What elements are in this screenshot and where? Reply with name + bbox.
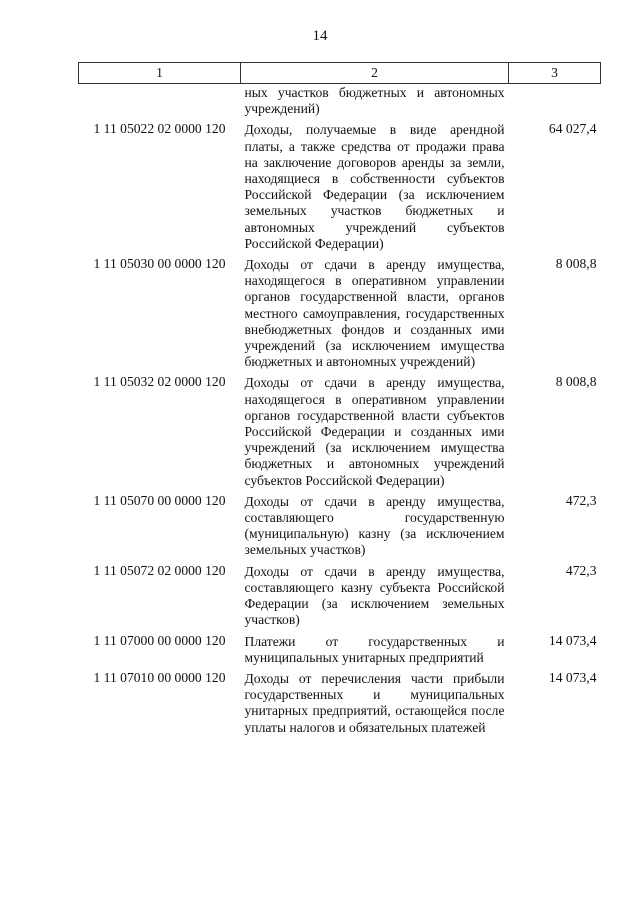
table-row	[79, 374, 601, 492]
revenue-table	[78, 62, 601, 740]
row-description: Доходы от сдачи в аренду имущества, находящегося в оперативном управлении органов государственной власти, органов местного самоуправления, государственных внебюджетных фондов и созданных ими учреждений (за исключением имущества бюджетных и автономных учреждений)	[244, 257, 505, 370]
row-description: ных участков бюджетных и автономных учреждений)	[244, 85, 505, 117]
row-code	[79, 84, 241, 122]
row-description: Доходы от сдачи в аренду имущества, составляющего государственную (муниципальную) казну (за исключением земельных участков)	[244, 493, 505, 558]
table-row	[79, 121, 601, 256]
row-amount: 472,3	[565, 492, 597, 508]
row-code: 1 11 07010 00 0000 120	[93, 669, 226, 685]
row-amount: 8 008,8	[555, 256, 597, 272]
table-row	[79, 633, 601, 670]
row-code: 1 11 05022 02 0000 120	[93, 121, 226, 137]
row-code: 1 11 05072 02 0000 120	[93, 562, 226, 578]
row-description: Доходы, получаемые в виде арендной платы, а также средства от продажи права на заключение договоров аренды за земли, находящиеся в собственности субъектов Российской Федерации (за исключением земельных участков бюджетных и автономных учреждений субъектов Российской Федерации)	[244, 122, 505, 251]
row-code: 1 11 05030 00 0000 120	[93, 256, 226, 272]
row-amount: 14 073,4	[548, 632, 597, 648]
row-description: Доходы от перечисления части прибыли государственных и муниципальных унитарных предприятий, остающейся после уплаты налогов и обязательных платежей	[244, 670, 505, 735]
row-amount: 64 027,4	[548, 121, 597, 137]
table-header	[79, 63, 601, 84]
row-amount: 8 008,8	[555, 374, 597, 390]
row-amount: 472,3	[565, 562, 597, 578]
row-description: Доходы от сдачи в аренду имущества, находящегося в оперативном управлении органов государственной власти субъектов Российской Федерации и созданных ими учреждений (за исключением имущества бюджетных и автономных учреждений субъектов Российской Федерации)	[244, 375, 505, 488]
table-row	[79, 670, 601, 740]
row-code: 1 11 05070 00 0000 120	[93, 492, 226, 508]
row-code: 1 11 07000 00 0000 120	[93, 632, 226, 648]
column-header-2: 2	[241, 63, 509, 84]
row-amount: 14 073,4	[548, 669, 597, 685]
row-description: Доходы от сдачи в аренду имущества, составляющего казну субъекта Российской Федерации (за исключением земельных участков)	[244, 563, 505, 628]
row-amount	[509, 84, 601, 122]
page-number: 14	[312, 28, 328, 44]
column-header-1: 1	[79, 63, 241, 84]
table-row	[79, 563, 601, 633]
table-row	[79, 84, 601, 122]
row-code: 1 11 05032 02 0000 120	[93, 374, 226, 390]
column-header-3: 3	[509, 63, 601, 84]
row-description: Платежи от государственных и муниципальных унитарных предприятий	[244, 633, 505, 665]
table-row	[79, 256, 601, 374]
table-row	[79, 493, 601, 563]
